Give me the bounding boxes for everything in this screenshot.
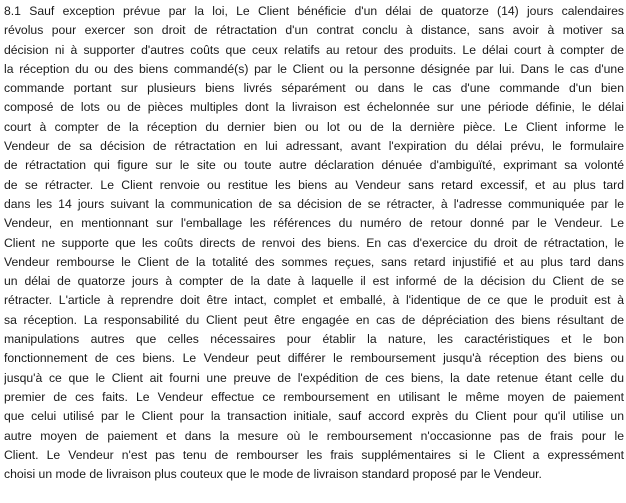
paragraph-line: choisi un mode de livraison plus couteux que le mode de livraison standard proposé par le Vendeur. — [4, 467, 542, 482]
paragraph-line: sa réception. La responsabilité du Client peut être engagée en cas de dépréciation des biens résultant de — [4, 312, 624, 327]
paragraph-line: Client ne supporte que les coûts directs de renvoi des biens. En cas d'exercice du droit de rétractation, le — [4, 235, 624, 250]
paragraph-line: 8.1 Sauf exception prévue par la loi, Le Client bénéficie d'un délai de quatorze (14) jours calendaires — [4, 4, 624, 18]
paragraph-line: fonctionnement de ces biens. Le Vendeur peut différer le remboursement jusqu'à réception des biens ou — [4, 351, 624, 366]
paragraph-line: Client. Le Vendeur n'est pas tenu de rembourser les frais supplémentaires si le Client a expressément — [4, 447, 624, 462]
paragraph-line: autre moyen de paiement et dans la mesure où le remboursement n'occasionne pas de frais pour le — [4, 428, 624, 443]
paragraph-line: manipulations autres que celles nécessaires pour établir la nature, les caractéristiques et le bon — [4, 332, 624, 347]
document-paragraph — [4, 2, 624, 484]
paragraph-line: Vendeur, en mentionnant sur l'emballage les références du numéro de retour donné par le Vendeur. Le — [4, 216, 624, 231]
paragraph-line: un délai de quatorze jours à compter de la date à laquelle il est informé de la décision du Client de se — [4, 274, 624, 289]
paragraph-line: la réception du ou des biens commandé(s) par le Client ou la personne désignée par lui. Dans le cas d'une — [4, 61, 624, 76]
paragraph-line: décision ni à supporter d'autres coûts que ceux relatifs au retour des produits. Le délai court à compter de — [4, 42, 624, 57]
paragraph-line: révolus pour exercer son droit de rétractation d'un contrat conclu à distance, sans avoir à motiver sa — [4, 23, 624, 38]
paragraph-line: composé de lots ou de pièces multiples dont la livraison est échelonnée sur une période définie, le délai — [4, 100, 624, 115]
paragraph-line: court à compter de la réception du dernier bien ou lot ou de la dernière pièce. Le Client informe le — [4, 119, 624, 134]
paragraph-line: rétracter. L'article à reprendre doit être intact, complet et emballé, à l'identique de ce que le produit est à — [4, 293, 624, 308]
paragraph-line: commande portant sur plusieurs biens livrés séparément ou dans le cas d'une commande d'un bien — [4, 81, 624, 96]
paragraph-line: que celui utilisé par le Client pour la transaction initiale, sauf accord exprès du Client pour qu'il utilise un — [4, 409, 624, 424]
paragraph-line: dans les 14 jours suivant la communication de sa décision de se rétracter, à l'adresse communiquée par le — [4, 196, 624, 211]
paragraph-line: jusqu'à ce que le Client ait fourni une preuve de l'expédition de ces biens, la date retenue étant celle du — [4, 370, 624, 385]
paragraph-line: Vendeur de sa décision de rétractation en lui adressant, avant l'expiration du délai prévu, le formulaire — [4, 139, 624, 154]
paragraph-line: premier de ces faits. Le Vendeur effectue ce remboursement en utilisant le même moyen de paiement — [4, 389, 624, 404]
paragraph-line: de se rétracter. Le Client renvoie ou restitue les biens au Vendeur sans retard excessif, et au plus tard — [4, 177, 624, 192]
paragraph-line: de rétractation qui figure sur le site ou toute autre déclaration dénuée d'ambiguïté, exprimant sa volonté — [4, 158, 624, 173]
paragraph-line: Vendeur rembourse le Client de la totalité des sommes reçues, sans retard injustifié et au plus tard dans — [4, 254, 624, 269]
